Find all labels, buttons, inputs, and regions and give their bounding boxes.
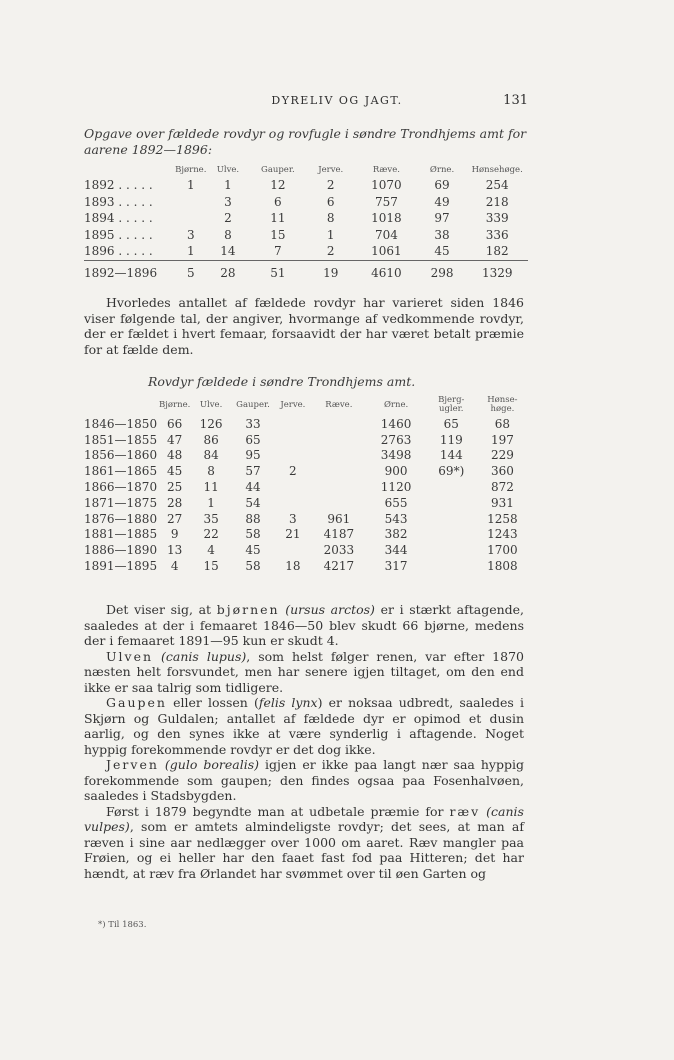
paragraph-body: [84, 602, 524, 881]
table-cell: 872: [490, 480, 514, 495]
table-cell: 317: [384, 559, 408, 574]
table-cell: 1881—1885: [84, 527, 158, 542]
table-cell: 1866—1870: [84, 480, 158, 495]
table-cell: 9: [170, 527, 179, 542]
table-cell: [426, 558, 477, 574]
table2-header: Ræve.: [325, 399, 353, 410]
table-cell: 44: [245, 480, 261, 495]
table-cell: 58: [245, 527, 261, 542]
table-cell: 254: [485, 178, 509, 193]
table2-header: Ulve.: [199, 399, 223, 410]
table-cell: 21: [285, 527, 301, 542]
table-cell: 18: [285, 559, 301, 574]
table-cell: 1061: [371, 244, 402, 259]
table-cell: 45: [245, 543, 261, 558]
table-cell: 1892—1896: [84, 260, 175, 284]
table-cell: 229: [490, 448, 514, 463]
table-cell: [426, 527, 477, 543]
table1-header: Ørne.: [429, 165, 455, 175]
table-cell: 1: [207, 495, 215, 510]
table-cell: 543: [384, 511, 408, 526]
table-cell: 1886—1890: [84, 543, 158, 558]
table-row: [84, 243, 528, 260]
paragraph-jerv: [84, 757, 524, 804]
table-cell: [274, 448, 311, 464]
text-run: (gulo borealis): [158, 757, 260, 772]
table1-header: Bjørne.: [175, 165, 207, 175]
table-cell: 15: [270, 227, 286, 242]
table2-header: Hønse- høge.: [487, 395, 518, 414]
table-cell: 8: [207, 464, 215, 479]
table-cell: 182: [485, 244, 509, 259]
text-run: (ursus arctos): [279, 602, 375, 617]
table-cell: 1700: [487, 543, 518, 558]
text-run: Ulven: [106, 648, 154, 664]
table-row: [84, 527, 528, 543]
table1-caption: Opgave over fældede rovdyr og rovfugle i søndre Trondhjems amt for aarene 1892—1896:: [84, 126, 527, 157]
table-cell: 119: [439, 432, 463, 447]
table-row: [84, 416, 528, 432]
table-cell: 360: [490, 464, 514, 479]
table1-header: Gauper.: [261, 165, 295, 175]
table-cell: 344: [384, 543, 408, 558]
table-cell: [175, 210, 206, 227]
table-cell: 298: [418, 260, 467, 284]
table-row: [84, 463, 528, 479]
table2-header: Bjerg- ugler.: [438, 395, 465, 414]
table-cell: 144: [439, 448, 463, 463]
table-cell: 48: [167, 448, 183, 463]
table-cell: 2763: [380, 432, 412, 447]
page-number: 131: [503, 93, 528, 108]
table-cell: 19: [306, 260, 355, 284]
table-cell: 1891—1895: [84, 559, 158, 574]
table-cell: 3: [289, 511, 297, 526]
table-cell: 12: [270, 178, 286, 193]
text-run: felis lynx: [258, 695, 318, 710]
text-run: eller lossen (: [166, 695, 259, 710]
table-cell: 27: [167, 511, 183, 526]
table-cell: 11: [203, 480, 219, 495]
table-cell: 84: [203, 448, 219, 463]
table-cell: 1894 . . . . .: [84, 211, 153, 226]
table-cell: 68: [494, 416, 511, 431]
table-cell: 1896 . . . . .: [84, 244, 153, 259]
table-cell: 69: [434, 178, 450, 193]
table-cell: 69*): [438, 464, 465, 479]
table-cell: 1460: [380, 416, 412, 431]
table-row: [84, 432, 528, 448]
table-cell: 2: [224, 211, 232, 226]
table-cell: 1856—1860: [84, 448, 158, 463]
table2-header: [84, 396, 159, 416]
table1-header-row: [84, 166, 528, 177]
table-cell: 1861—1865: [84, 464, 158, 479]
table-cell: 4610: [355, 260, 417, 284]
table-cell: 961: [327, 511, 351, 526]
text-run: ræv: [449, 803, 481, 819]
table-cell: [311, 416, 366, 432]
table-cell: 1851—1855: [84, 432, 158, 447]
table2-header: Gauper.: [236, 399, 270, 410]
text-run: , som er amtets almindeligste rovdyr; det sees, at man af ræven i sine aar nedlægger over 1000 om aaret. Ræv mangler paa Frøien, og ei heller har den faaet fast fod paa Hitteren; det har hændt, at ræv fra Ørlandet har svømmet over til øen Garten og: [84, 819, 524, 881]
table-cell: 1: [186, 178, 195, 193]
table-cell: 86: [203, 432, 219, 447]
text-run: ) er noksaa udbredt, saaledes i Skjørn og Guldalen; antallet af fældede dyr er opimod et dusin aarlig, og den synes ikke at være synderlig i aftagende. Noget hyppig forekommende rovdyr er det dog ikke.: [84, 695, 524, 757]
table-cell: 54: [245, 495, 261, 510]
table-row: [84, 194, 528, 211]
table-row: [84, 210, 528, 227]
table-row: [84, 177, 528, 194]
table1-header: [84, 166, 175, 177]
table1: [84, 166, 528, 284]
table-cell: 2033: [323, 543, 355, 558]
table-cell: 28: [167, 495, 183, 510]
table-cell: 45: [434, 244, 450, 259]
table2-caption: Rovdyr fældede i søndre Trondhjems amt.: [148, 374, 416, 389]
table-cell: [175, 194, 206, 211]
table-cell: 45: [167, 464, 183, 479]
table-cell: 1846—1850: [84, 416, 158, 431]
table-cell: [311, 463, 366, 479]
text-run: bjørnen: [216, 602, 280, 617]
table1-header: Ulve.: [216, 165, 240, 175]
table-cell: 4: [207, 543, 215, 558]
table-cell: 197: [490, 432, 514, 447]
table-cell: 57: [245, 464, 261, 479]
table-cell: 88: [245, 511, 261, 526]
paragraph-gaupe: [84, 695, 524, 757]
table-cell: [426, 479, 477, 495]
table-cell: 8: [326, 211, 335, 226]
table-cell: 1808: [487, 559, 518, 574]
text-run: , som helst følger renen, var efter 1870 næsten helt forsvundet, men har senere igjen tiltaget, om den end ikke er saa talrig som tidligere.: [84, 648, 524, 695]
paragraph: Hvorledes antallet af fældede rovdyr har varieret siden 1846 viser følgende tal, der angiver, hvormange af vedkommende rovdyr, der er fældet i hvert femaar, forsaavidt der har været betalt præmie for at fælde dem.: [84, 295, 524, 357]
table-cell: 931: [490, 495, 514, 510]
table-total-row: [84, 260, 528, 284]
table1-header: Ræve.: [372, 165, 400, 175]
table2-header: Bjørne.: [159, 399, 191, 410]
table-cell: 47: [167, 432, 183, 447]
text-run: Jerven: [106, 757, 159, 772]
table-cell: 95: [245, 448, 261, 463]
table-row: [84, 495, 528, 511]
table-cell: 1070: [371, 178, 402, 193]
table-cell: 49: [434, 194, 450, 209]
table-cell: 218: [485, 194, 509, 209]
table-cell: 35: [203, 511, 219, 526]
table-cell: 65: [245, 432, 261, 447]
table-cell: 14: [220, 244, 236, 259]
table-cell: 22: [203, 527, 219, 542]
table-cell: 1892 . . . . .: [84, 178, 153, 193]
table-cell: [274, 542, 311, 558]
table-cell: 25: [167, 480, 183, 495]
table2-header: Jerve.: [280, 399, 306, 410]
table-row: [84, 558, 528, 574]
table-cell: [311, 432, 366, 448]
table2-header: Ørne.: [383, 399, 409, 410]
paragraph-intro: [84, 295, 524, 357]
table-row: [84, 511, 528, 527]
table-cell: 126: [199, 416, 223, 431]
table-cell: 1: [224, 178, 232, 193]
table-cell: [426, 511, 477, 527]
table-cell: 704: [374, 227, 398, 242]
table-cell: 2: [289, 464, 297, 479]
table-cell: 11: [270, 211, 286, 226]
table-cell: 6: [274, 194, 282, 209]
table-cell: 6: [326, 194, 335, 209]
table2-header-row: [84, 396, 528, 416]
table-cell: 5: [175, 260, 206, 284]
table-cell: 65: [443, 416, 459, 431]
table-cell: [311, 495, 366, 511]
table-row: [84, 542, 528, 558]
table-cell: 13: [167, 543, 183, 558]
table-cell: 2: [326, 244, 335, 259]
table-cell: 1329: [466, 260, 528, 284]
table-cell: 4: [170, 559, 179, 574]
table-cell: 1258: [487, 511, 518, 526]
table-cell: 1120: [380, 480, 412, 495]
text-run: igjen er ikke paa langt nær saa hyppig forekommende som gaupen; den findes ogsaa paa Fosenhalvøen, saaledes i Stadsbygden.: [84, 757, 525, 803]
table-cell: 339: [485, 211, 509, 226]
table2: [84, 396, 528, 574]
table-cell: 1871—1875: [84, 495, 158, 510]
table-cell: 382: [384, 527, 408, 542]
table-cell: 1243: [487, 527, 518, 542]
table-cell: 2: [326, 178, 335, 193]
table-cell: 58: [245, 559, 261, 574]
table-cell: 3: [224, 194, 232, 209]
footnote: *) Til 1863.: [98, 920, 147, 930]
table-cell: 1876—1880: [84, 511, 158, 526]
table-cell: [274, 479, 311, 495]
text-run: (canis lupus): [153, 648, 247, 664]
text-run: (canis vulpes): [84, 803, 524, 834]
table-cell: 4187: [323, 527, 355, 542]
table-cell: 66: [167, 416, 183, 431]
text-run: er i stærkt aftagende, saaledes at der i femaaret 1846—50 blev skudt 66 bjørne, medens der i femaaret 1891—95 kun er skudt 4.: [84, 602, 525, 648]
table-cell: 7: [274, 244, 282, 259]
table-cell: 655: [384, 495, 408, 510]
table1-header: Hønsehøge.: [471, 165, 523, 175]
table-cell: 1018: [371, 211, 402, 226]
paragraph-ulv: [84, 649, 524, 696]
text-run: Først i 1879 begyndte man at udbetale præmie for: [106, 803, 450, 819]
table-row: [84, 479, 528, 495]
table-cell: 1893 . . . . .: [84, 194, 153, 209]
table-cell: [274, 432, 311, 448]
table-cell: 900: [384, 464, 408, 479]
table-cell: 15: [203, 559, 219, 574]
table1-header: Jerve.: [318, 165, 344, 175]
paragraph-raev: [84, 804, 524, 882]
table-cell: [426, 542, 477, 558]
table-cell: [274, 416, 311, 432]
table-cell: 51: [249, 260, 306, 284]
table-cell: 3498: [380, 448, 412, 463]
paragraph-bjorn: [84, 602, 524, 649]
table-row: [84, 448, 528, 464]
table-cell: 336: [485, 227, 509, 242]
table-cell: [311, 448, 366, 464]
table-cell: 4217: [323, 559, 355, 574]
table-cell: 97: [434, 211, 450, 226]
table-cell: 8: [224, 227, 232, 242]
running-title: DYRELIV OG JAGT.: [271, 94, 403, 107]
table-cell: 1: [326, 227, 335, 242]
table-cell: 1: [186, 244, 195, 259]
text-run: Det viser sig, at: [106, 602, 217, 617]
table-cell: 38: [434, 227, 450, 242]
table-cell: 3: [186, 227, 195, 242]
table-cell: 28: [206, 260, 249, 284]
table-cell: 1895 . . . . .: [84, 227, 153, 242]
text-run: Gaupen: [106, 695, 167, 710]
table-cell: [426, 495, 477, 511]
table-cell: 33: [245, 416, 261, 431]
table-cell: [311, 479, 366, 495]
table-cell: 757: [374, 194, 398, 209]
table-cell: [274, 495, 311, 511]
table-row: [84, 227, 528, 244]
